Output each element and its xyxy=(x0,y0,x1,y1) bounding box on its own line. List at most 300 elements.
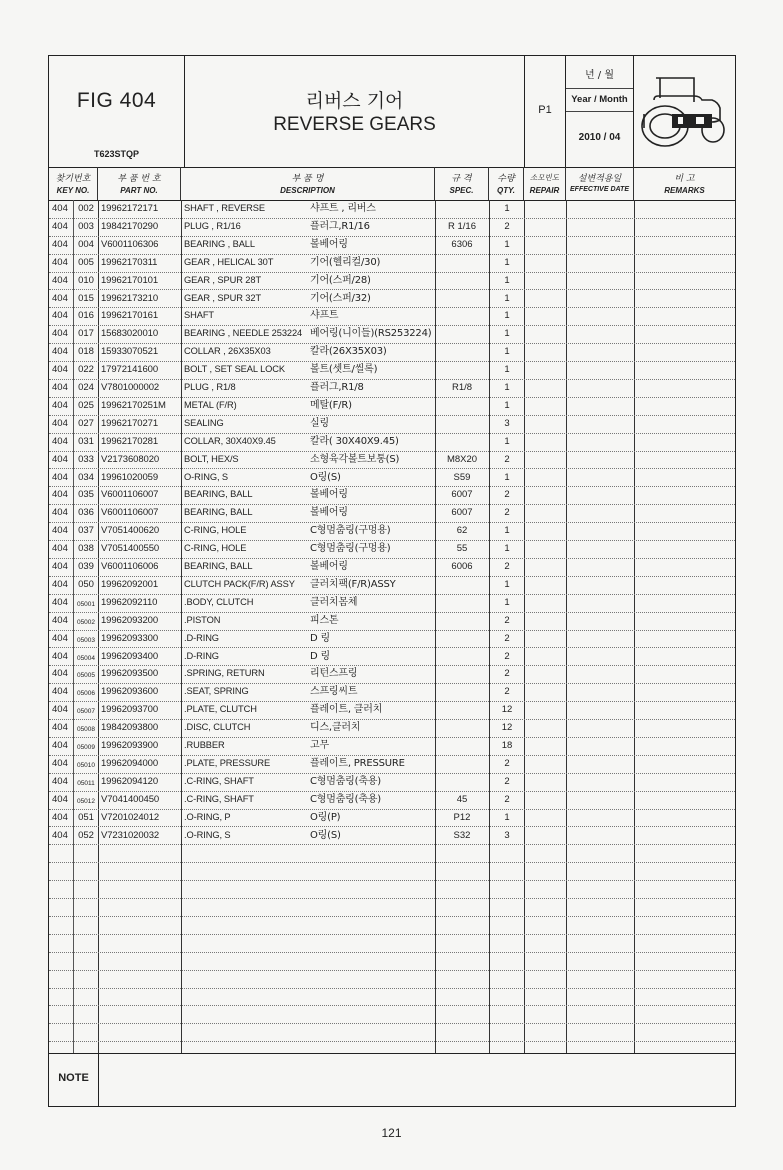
table-row xyxy=(49,200,735,219)
description: .D-RING xyxy=(184,632,219,643)
description: .O-RING, S xyxy=(184,829,231,840)
description-korean: C형멈춤링(축용) xyxy=(310,793,381,805)
part-number: 19962170161 xyxy=(101,310,159,322)
col-spec-korean: 규 격 xyxy=(451,174,472,184)
description-korean: 플레이트, PRESSURE xyxy=(310,757,405,769)
quantity: 2 xyxy=(504,686,510,698)
tractor-icon xyxy=(634,56,735,167)
part-number: 19962170101 xyxy=(101,274,159,286)
key-prefix: 404 xyxy=(52,274,68,286)
spec: R1/8 xyxy=(451,382,473,393)
description: COLLAR, 30X40X9.45 xyxy=(184,435,276,446)
description: METAL (F/R) xyxy=(184,399,237,410)
key-suffix: 010 xyxy=(78,274,94,286)
key-suffix: 05003 xyxy=(76,636,96,644)
description-korean: 기어(스퍼/32) xyxy=(310,292,371,304)
description-korean: C형멈춤링(구멍용) xyxy=(310,525,391,537)
table-row xyxy=(49,236,735,255)
key-suffix: 033 xyxy=(78,453,94,465)
description: BEARING , NEEDLE 253224 xyxy=(184,328,303,339)
table-row xyxy=(49,594,735,613)
table-row xyxy=(49,272,735,291)
date-label-korean: 년 / 월 xyxy=(584,70,615,81)
key-suffix: 051 xyxy=(78,811,94,823)
part-number: 15933070521 xyxy=(101,346,159,358)
part-number: V7051400620 xyxy=(101,525,160,537)
col-remarks-english: REMARKS xyxy=(664,186,705,195)
quantity: 1 xyxy=(504,256,510,268)
model-code: T623STQP xyxy=(93,149,140,159)
table-row xyxy=(49,469,735,488)
key-suffix: 050 xyxy=(78,578,94,590)
key-suffix: 025 xyxy=(78,399,94,411)
spec: M8X20 xyxy=(446,453,478,465)
spec: 6007 xyxy=(451,489,473,501)
part-number: V6001106306 xyxy=(101,238,159,250)
description-korean: O링(S) xyxy=(310,471,341,483)
table-row xyxy=(49,415,735,434)
spec: S59 xyxy=(453,471,471,483)
part-number: 19962093600 xyxy=(101,686,159,698)
table-row xyxy=(49,504,735,523)
part-number: 19962092110 xyxy=(101,596,158,608)
spec: 55 xyxy=(456,543,468,555)
col-qty-korean: 수량 xyxy=(497,174,515,184)
part-number: 19962170281 xyxy=(101,435,159,447)
key-prefix: 404 xyxy=(52,382,68,393)
description: SHAFT , REVERSE xyxy=(184,203,265,213)
table-row xyxy=(49,755,735,774)
part-number: 19961020059 xyxy=(101,471,159,483)
key-prefix: 404 xyxy=(52,686,68,698)
key-suffix: 036 xyxy=(78,507,94,519)
figure-number: FIG 404 xyxy=(76,89,157,112)
table-row xyxy=(49,773,735,792)
key-suffix: 052 xyxy=(78,829,94,841)
key-prefix: 404 xyxy=(52,614,68,626)
key-suffix: 031 xyxy=(78,435,94,447)
key-prefix: 404 xyxy=(52,417,68,429)
part-number: V7201024012 xyxy=(101,811,160,823)
table-row xyxy=(49,665,735,684)
description: .PLATE, PRESSURE xyxy=(184,757,271,768)
key-suffix: 018 xyxy=(78,346,94,358)
description: BOLT , SET SEAL LOCK xyxy=(184,364,285,375)
quantity: 1 xyxy=(504,238,510,250)
quantity: 2 xyxy=(504,507,510,519)
date-label-english: Year / Month xyxy=(566,88,633,112)
quantity: 18 xyxy=(501,740,513,751)
quantity: 2 xyxy=(504,489,510,501)
part-number: 17972141600 xyxy=(101,364,159,376)
key-suffix: 039 xyxy=(78,561,94,572)
description-korean: 베어링(니이들)(RS253224) xyxy=(310,328,432,340)
part-number: 19842093800 xyxy=(101,722,159,734)
quantity: 2 xyxy=(504,561,510,572)
table-row xyxy=(49,451,735,470)
quantity: 1 xyxy=(504,274,510,286)
page-code: P1 xyxy=(538,104,552,116)
part-number: 19962173210 xyxy=(101,292,159,304)
description-korean: D 링 xyxy=(310,632,330,644)
page-code-box xyxy=(525,56,566,167)
note-label-cell xyxy=(49,1054,99,1107)
description: .SPRING, RETURN xyxy=(184,668,265,679)
key-suffix: 038 xyxy=(78,543,94,555)
description: .SEAT, SPRING xyxy=(184,686,249,697)
col-key xyxy=(49,167,98,200)
col-qty xyxy=(489,167,524,200)
key-prefix: 404 xyxy=(52,793,68,805)
table-row xyxy=(49,290,735,309)
table-row xyxy=(49,325,735,344)
description-korean: C형멈춤링(구멍용) xyxy=(310,543,391,555)
table-row xyxy=(49,486,735,505)
description-korean: 리턴스프링 xyxy=(310,668,358,680)
description: COLLAR , 26X35X03 xyxy=(184,346,271,357)
description-korean: O링(S) xyxy=(310,829,341,841)
description: BEARING, BALL xyxy=(184,561,253,571)
part-number: 19962170311 xyxy=(101,256,158,268)
part-number: 19962094000 xyxy=(101,757,159,769)
col-remarks-korean: 비 고 xyxy=(674,174,695,184)
key-suffix: 005 xyxy=(78,256,94,268)
part-number: 19962093300 xyxy=(101,632,159,644)
description-korean: C형멈춤링(축용) xyxy=(310,775,381,787)
table-row xyxy=(49,916,735,935)
key-prefix: 404 xyxy=(52,650,68,662)
key-suffix: 002 xyxy=(78,203,94,214)
col-spec-english: SPEC. xyxy=(449,186,474,195)
table-row xyxy=(49,719,735,738)
date-value: 2010 / 04 xyxy=(578,132,621,143)
description-korean: 플러그,R1/16 xyxy=(310,220,370,232)
key-prefix: 404 xyxy=(52,364,68,376)
parts-sheet xyxy=(48,55,736,1107)
key-suffix: 05007 xyxy=(76,708,96,716)
description: .C-RING, SHAFT xyxy=(184,775,254,786)
description-korean: 볼베어링 xyxy=(310,238,348,250)
description-korean: 메탈(F/R) xyxy=(310,399,352,411)
key-suffix: 017 xyxy=(78,328,94,340)
description-korean: 볼베어링 xyxy=(310,507,348,519)
quantity: 1 xyxy=(504,525,510,537)
description-korean: 소형육각볼트보통(S) xyxy=(310,453,400,465)
key-prefix: 404 xyxy=(52,310,68,322)
table-row xyxy=(49,379,735,398)
key-prefix: 404 xyxy=(52,578,68,590)
description: SEALING xyxy=(184,417,224,428)
quantity: 2 xyxy=(504,614,510,626)
part-number: 19962093400 xyxy=(101,650,159,662)
description-korean: O링(P) xyxy=(310,811,341,823)
table-row xyxy=(49,952,735,971)
quantity: 1 xyxy=(504,471,510,483)
part-number: V7801000002 xyxy=(101,382,160,393)
description: GEAR , HELICAL 30T xyxy=(184,256,274,267)
description-korean: 디스,클러치 xyxy=(310,722,361,734)
key-prefix: 404 xyxy=(52,543,68,555)
col-spec xyxy=(435,167,489,200)
key-suffix: 05001 xyxy=(76,600,96,608)
quantity: 1 xyxy=(504,292,510,304)
part-number: 19962170271 xyxy=(101,417,159,429)
part-number: 19962092001 xyxy=(101,578,159,590)
table-row xyxy=(49,898,735,917)
table-row xyxy=(49,307,735,326)
quantity: 1 xyxy=(504,346,510,358)
key-prefix: 404 xyxy=(52,399,68,411)
part-number: V6001106006 xyxy=(101,561,159,572)
table-row xyxy=(49,970,735,989)
description: .D-RING xyxy=(184,650,219,661)
col-part-korean: 부 품 번 호 xyxy=(117,174,161,184)
table-row xyxy=(49,827,735,846)
quantity: 1 xyxy=(504,543,510,555)
description: PLUG , R1/16 xyxy=(184,220,241,231)
figure-box xyxy=(49,56,185,167)
quantity: 2 xyxy=(504,632,510,644)
col-effective-date xyxy=(566,167,634,200)
quantity: 1 xyxy=(504,596,510,608)
key-prefix: 404 xyxy=(52,453,68,465)
key-suffix: 022 xyxy=(78,364,94,376)
description-korean: 기어(헬리컬/30) xyxy=(310,256,381,268)
description-korean: 볼베어링 xyxy=(310,561,348,572)
part-number: 19962094120 xyxy=(101,775,159,787)
quantity: 3 xyxy=(504,417,510,429)
description: .RUBBER xyxy=(184,740,225,750)
table-row xyxy=(49,218,735,237)
quantity: 1 xyxy=(504,203,510,214)
quantity: 1 xyxy=(504,578,510,590)
col-description xyxy=(181,167,435,200)
table-row xyxy=(49,701,735,720)
table-row xyxy=(49,880,735,899)
description-korean: 플러그,R1/8 xyxy=(310,382,364,393)
description: BEARING , BALL xyxy=(184,238,255,249)
key-prefix: 404 xyxy=(52,561,68,572)
table-row xyxy=(49,558,735,577)
key-suffix: 05005 xyxy=(76,672,96,680)
col-repair xyxy=(524,167,566,200)
description-korean: 샤프트 xyxy=(310,310,339,322)
table-row xyxy=(49,540,735,559)
part-number: V2173608020 xyxy=(101,453,160,465)
col-effective-date-korean: 설변적용일 xyxy=(577,174,622,184)
key-suffix: 004 xyxy=(78,238,94,250)
quantity: 1 xyxy=(504,811,510,823)
part-number: V7041400450 xyxy=(101,793,160,805)
spec: 6007 xyxy=(451,507,473,519)
description: .BODY, CLUTCH xyxy=(184,596,254,607)
table-row xyxy=(49,576,735,595)
table-row xyxy=(49,934,735,953)
key-suffix: 034 xyxy=(78,471,94,483)
quantity: 2 xyxy=(504,668,510,680)
description: .PLATE, CLUTCH xyxy=(184,704,257,715)
part-number: V6001106007 xyxy=(101,507,159,519)
description-korean: 샤프트 , 리버스 xyxy=(310,203,376,214)
description-korean: 고무 xyxy=(310,740,329,751)
key-suffix: 024 xyxy=(78,382,94,393)
col-part-english: PART NO. xyxy=(120,186,158,195)
part-number: 19962093500 xyxy=(101,668,159,680)
key-prefix: 404 xyxy=(52,775,68,787)
description-korean: 볼트(셋트/씰록) xyxy=(310,364,378,376)
key-suffix: 037 xyxy=(78,525,94,537)
note-box xyxy=(49,1053,735,1109)
description: .C-RING, SHAFT xyxy=(184,793,254,804)
description-korean: 칼라( 30X40X9.45) xyxy=(310,435,399,447)
quantity: 12 xyxy=(501,704,513,716)
description: GEAR , SPUR 28T xyxy=(184,274,262,285)
description: GEAR , SPUR 32T xyxy=(184,292,262,303)
table-row xyxy=(49,648,735,667)
key-prefix: 404 xyxy=(52,757,68,769)
quantity: 2 xyxy=(504,757,510,769)
spec: 45 xyxy=(456,793,468,805)
description-korean: 클러치팩(F/R)ASSY xyxy=(310,578,396,590)
spec: S32 xyxy=(453,829,471,841)
key-prefix: 404 xyxy=(52,489,68,501)
table-row xyxy=(49,361,735,380)
description: SHAFT xyxy=(184,310,214,321)
part-number: 15683020010 xyxy=(101,328,159,340)
table-row xyxy=(49,630,735,649)
quantity: 1 xyxy=(504,310,510,322)
quantity: 3 xyxy=(504,829,510,841)
description: BOLT, HEX/S xyxy=(184,453,239,464)
table-row xyxy=(49,1006,735,1025)
key-prefix: 404 xyxy=(52,722,68,734)
part-number: 19962093700 xyxy=(101,704,159,716)
key-prefix: 404 xyxy=(52,829,68,841)
key-suffix: 05006 xyxy=(76,690,96,698)
col-repair-korean: 소모빈도 xyxy=(530,173,559,182)
page-number: 121 xyxy=(381,1126,402,1140)
key-prefix: 404 xyxy=(52,704,68,716)
part-number: V7051400550 xyxy=(101,543,160,555)
quantity: 2 xyxy=(504,453,510,465)
description: .PISTON xyxy=(184,614,221,625)
table-row xyxy=(49,612,735,631)
table-row xyxy=(49,1023,735,1042)
description-korean: 기어(스퍼/28) xyxy=(310,274,371,286)
description: C-RING, HOLE xyxy=(184,543,247,554)
description: BEARING, BALL xyxy=(184,507,253,518)
col-repair-english: REPAIR xyxy=(529,186,560,195)
key-prefix: 404 xyxy=(52,525,68,537)
key-suffix: 05010 xyxy=(76,761,96,769)
part-number: 19962170251M xyxy=(101,399,166,411)
quantity: 1 xyxy=(504,364,510,376)
key-suffix: 05004 xyxy=(76,654,96,662)
key-prefix: 404 xyxy=(52,256,68,268)
table-row xyxy=(49,844,735,863)
description: PLUG , R1/8 xyxy=(184,382,236,392)
col-key-korean: 찾기번호 xyxy=(55,174,91,184)
col-qty-english: QTY. xyxy=(497,186,515,195)
description: .DISC, CLUTCH xyxy=(184,722,251,733)
spec: R 1/16 xyxy=(448,220,476,232)
key-suffix: 05008 xyxy=(76,726,96,734)
description: C-RING, HOLE xyxy=(184,525,247,536)
key-prefix: 404 xyxy=(52,811,68,823)
key-prefix: 404 xyxy=(52,668,68,680)
key-suffix: 05009 xyxy=(76,744,96,751)
description: BEARING, BALL xyxy=(184,489,253,500)
key-prefix: 404 xyxy=(52,471,68,483)
key-suffix: 015 xyxy=(78,292,94,304)
part-number: V7231020032 xyxy=(101,829,160,841)
description: .O-RING, P xyxy=(184,811,231,822)
description-korean: 클러치몸체 xyxy=(310,596,358,608)
sheet-header xyxy=(49,56,735,168)
quantity: 2 xyxy=(504,220,510,232)
col-part xyxy=(98,167,181,200)
part-number: 19962093900 xyxy=(101,740,159,751)
part-number: 19962093200 xyxy=(101,614,159,626)
table-row xyxy=(49,522,735,541)
part-number: V6001106007 xyxy=(101,489,159,501)
key-prefix: 404 xyxy=(52,203,68,214)
date-box xyxy=(566,56,634,167)
key-prefix: 404 xyxy=(52,507,68,519)
quantity: 2 xyxy=(504,793,510,805)
key-prefix: 404 xyxy=(52,328,68,340)
key-suffix: 027 xyxy=(78,417,94,429)
table-row xyxy=(49,397,735,416)
quantity: 2 xyxy=(504,775,510,787)
quantity: 2 xyxy=(504,650,510,662)
table-row xyxy=(49,254,735,273)
quantity: 1 xyxy=(504,399,510,411)
table-row xyxy=(49,862,735,881)
col-description-korean: 부 품 명 xyxy=(291,174,324,184)
description: CLUTCH PACK(F/R) ASSY xyxy=(184,578,295,589)
spec: 6006 xyxy=(451,561,473,572)
title-english: REVERSE GEARS xyxy=(273,114,436,135)
part-number: 19962172171 xyxy=(101,203,159,214)
description: O-RING, S xyxy=(184,471,229,482)
key-suffix: 05011 xyxy=(77,779,95,787)
key-prefix: 404 xyxy=(52,346,68,358)
column-header xyxy=(49,167,735,201)
col-description-english: DESCRIPTION xyxy=(280,186,335,195)
key-prefix: 404 xyxy=(52,292,68,304)
description-korean: D 링 xyxy=(310,650,330,662)
description-korean: 볼베어링 xyxy=(310,489,348,501)
table-row xyxy=(49,343,735,362)
spec: 6306 xyxy=(451,238,473,250)
key-suffix: 016 xyxy=(78,310,94,322)
key-suffix: 05012 xyxy=(76,797,96,805)
table-row xyxy=(49,809,735,828)
quantity: 1 xyxy=(504,435,510,447)
note-label: NOTE xyxy=(58,1072,89,1084)
description-korean: 스프링씨트 xyxy=(310,686,358,698)
description-korean: 칼라(26X35X03) xyxy=(310,346,387,358)
key-prefix: 404 xyxy=(52,238,68,250)
key-suffix: 05002 xyxy=(76,618,96,626)
quantity: 1 xyxy=(504,328,510,340)
col-key-english: KEY NO. xyxy=(56,186,90,195)
description-korean: 플레이트, 클러치 xyxy=(310,704,383,716)
table-row xyxy=(49,683,735,702)
key-suffix: 003 xyxy=(78,220,94,232)
part-number: 19842170290 xyxy=(101,220,159,232)
